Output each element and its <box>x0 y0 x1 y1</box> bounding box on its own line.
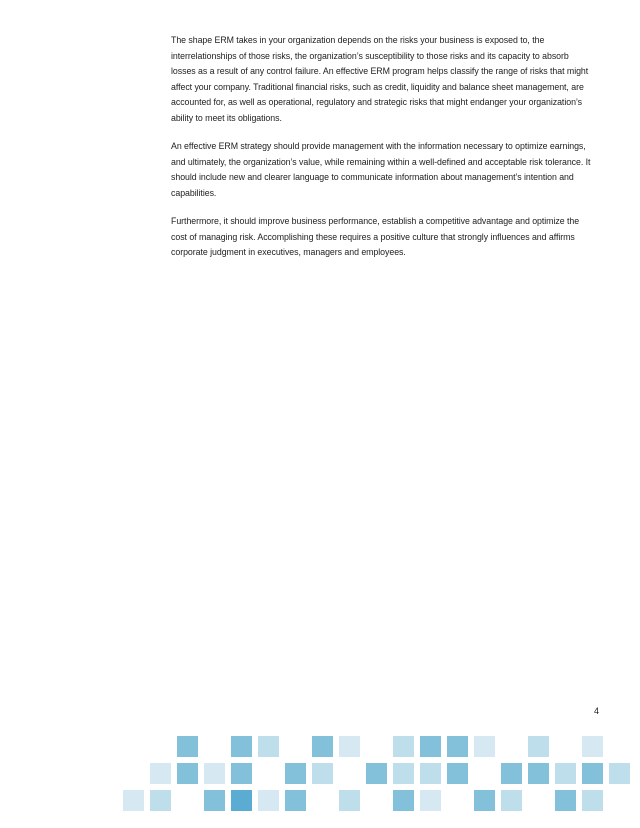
mosaic-square <box>501 763 522 784</box>
mosaic-square <box>231 763 252 784</box>
mosaic-square <box>447 736 468 757</box>
mosaic-square <box>204 790 225 811</box>
mosaic-square <box>312 736 333 757</box>
mosaic-square <box>582 736 603 757</box>
paragraph-business-performance: Furthermore, it should improve business performance, establish a competitive advantage and optimize the cost of managing risk. Accomplishing these requires a positive culture that strongly influences and affirms corporate judgment in executives, managers and employees. <box>171 216 580 257</box>
mosaic-square <box>555 790 576 811</box>
mosaic-square <box>528 736 549 757</box>
mosaic-square <box>204 763 225 784</box>
blue-square-mosaic <box>0 730 640 828</box>
paragraph-erm-shape: The shape ERM takes in your organization depends on the risks your business is exposed to, the interrelationships of those risks, the organization’s susceptibility to those risks and its capacity to absorb losses as a result of any control failure. An effective ERM program helps classify the range of risks that might affect your company. Traditional financial risks, such as credit, liquidity and balance sheet management, are accounted for, as well as operational, regulatory and strategic risks that might endanger your organization’s ability to meet its obligations. <box>171 35 589 123</box>
mosaic-square <box>177 736 198 757</box>
mosaic-square <box>501 790 522 811</box>
mosaic-square <box>366 763 387 784</box>
body-text <box>171 33 593 274</box>
mosaic-square <box>312 763 333 784</box>
mosaic-square <box>528 763 549 784</box>
mosaic-square <box>393 790 414 811</box>
mosaic-square <box>447 763 468 784</box>
mosaic-square <box>258 790 279 811</box>
page-number: 4 <box>594 706 600 716</box>
mosaic-square <box>123 790 144 811</box>
mosaic-square <box>474 790 495 811</box>
mosaic-square <box>150 763 171 784</box>
mosaic-square <box>393 736 414 757</box>
mosaic-square <box>177 763 198 784</box>
paragraph-erm-strategy: An effective ERM strategy should provide management with the information necessary to optimize earnings, and ultimately, the organization’s value, while remaining within a well-defined and acceptable risk tolerance. It should include new and clearer language to communicate information about management’s intention and capabilities. <box>171 141 591 198</box>
mosaic-square <box>231 736 252 757</box>
mosaic-square <box>474 736 495 757</box>
mosaic-square <box>285 763 306 784</box>
mosaic-square <box>420 763 441 784</box>
mosaic-square <box>285 790 306 811</box>
mosaic-square <box>258 736 279 757</box>
mosaic-square <box>555 763 576 784</box>
mosaic-square <box>231 790 252 811</box>
mosaic-square <box>582 763 603 784</box>
mosaic-square <box>420 790 441 811</box>
mosaic-square <box>582 790 603 811</box>
mosaic-square <box>150 790 171 811</box>
mosaic-square <box>420 736 441 757</box>
mosaic-square <box>609 763 630 784</box>
mosaic-square <box>393 763 414 784</box>
mosaic-square <box>339 736 360 757</box>
mosaic-square <box>339 790 360 811</box>
